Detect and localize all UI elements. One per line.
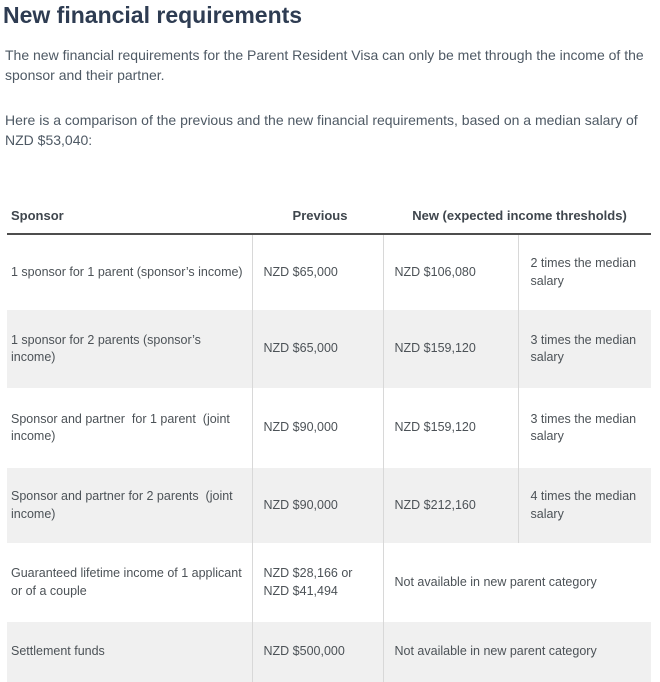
header-row xyxy=(7,197,651,234)
table-row xyxy=(7,543,651,622)
cell-sponsor: Settlement funds xyxy=(11,644,105,659)
cell-sponsor: 1 sponsor for 2 parents (sponsor’s income) xyxy=(11,332,205,364)
table-row xyxy=(7,310,651,388)
table-row xyxy=(7,388,651,468)
cell-new-amount: NZD $159,120 xyxy=(383,310,518,388)
cell-new-amount: NZD $212,160 xyxy=(383,468,518,543)
table-body xyxy=(7,234,651,682)
cell-not-available: Not available in new parent category xyxy=(383,543,651,622)
cell-previous-amount: NZD $500,000 xyxy=(252,622,383,682)
cell-median-multiplier: 3 times the median salary xyxy=(518,310,651,388)
cell-previous-amount: NZD $90,000 xyxy=(252,468,383,543)
comparison-paragraph: Here is a comparison of the previous and the new financial requirements, based on a median salary of NZD $53,040: xyxy=(5,112,638,148)
cell-sponsor: 1 sponsor for 1 parent (sponsor’s income) xyxy=(11,264,243,279)
column-header-sponsor: Sponsor xyxy=(7,197,252,234)
table-row xyxy=(7,622,651,682)
cell-median-multiplier: 3 times the median salary xyxy=(518,388,651,468)
cell-previous-amount: NZD $65,000 xyxy=(252,234,383,310)
cell-previous-amount: NZD $65,000 xyxy=(252,310,383,388)
table-row xyxy=(7,468,651,543)
cell-median-multiplier: 4 times the median salary xyxy=(518,468,651,543)
page-title: New financial requirements xyxy=(3,2,303,28)
cell-previous-amount: NZD $90,000 xyxy=(252,388,383,468)
intro-paragraph: The new financial requirements for the Parent Resident Visa can only be met through the income of the sponsor and their partner. xyxy=(5,47,644,83)
cell-sponsor: Sponsor and partner for 2 parents (joint income) xyxy=(11,489,237,521)
cell-previous-amount: NZD $28,166 or NZD $41,494 xyxy=(252,543,383,622)
cell-not-available: Not available in new parent category xyxy=(383,622,651,682)
financial-requirements-table xyxy=(7,197,651,682)
table-header xyxy=(7,197,651,234)
cell-new-amount: NZD $106,080 xyxy=(383,234,518,310)
column-header-new: New (expected income thresholds) xyxy=(383,197,651,234)
cell-median-multiplier: 2 times the median salary xyxy=(518,234,651,310)
table-row xyxy=(7,234,651,310)
column-header-previous: Previous xyxy=(252,197,383,234)
cell-sponsor: Sponsor and partner for 1 parent (joint income) xyxy=(11,411,234,443)
cell-sponsor: Guaranteed lifetime income of 1 applicant or of a couple xyxy=(11,566,246,598)
cell-new-amount: NZD $159,120 xyxy=(383,388,518,468)
